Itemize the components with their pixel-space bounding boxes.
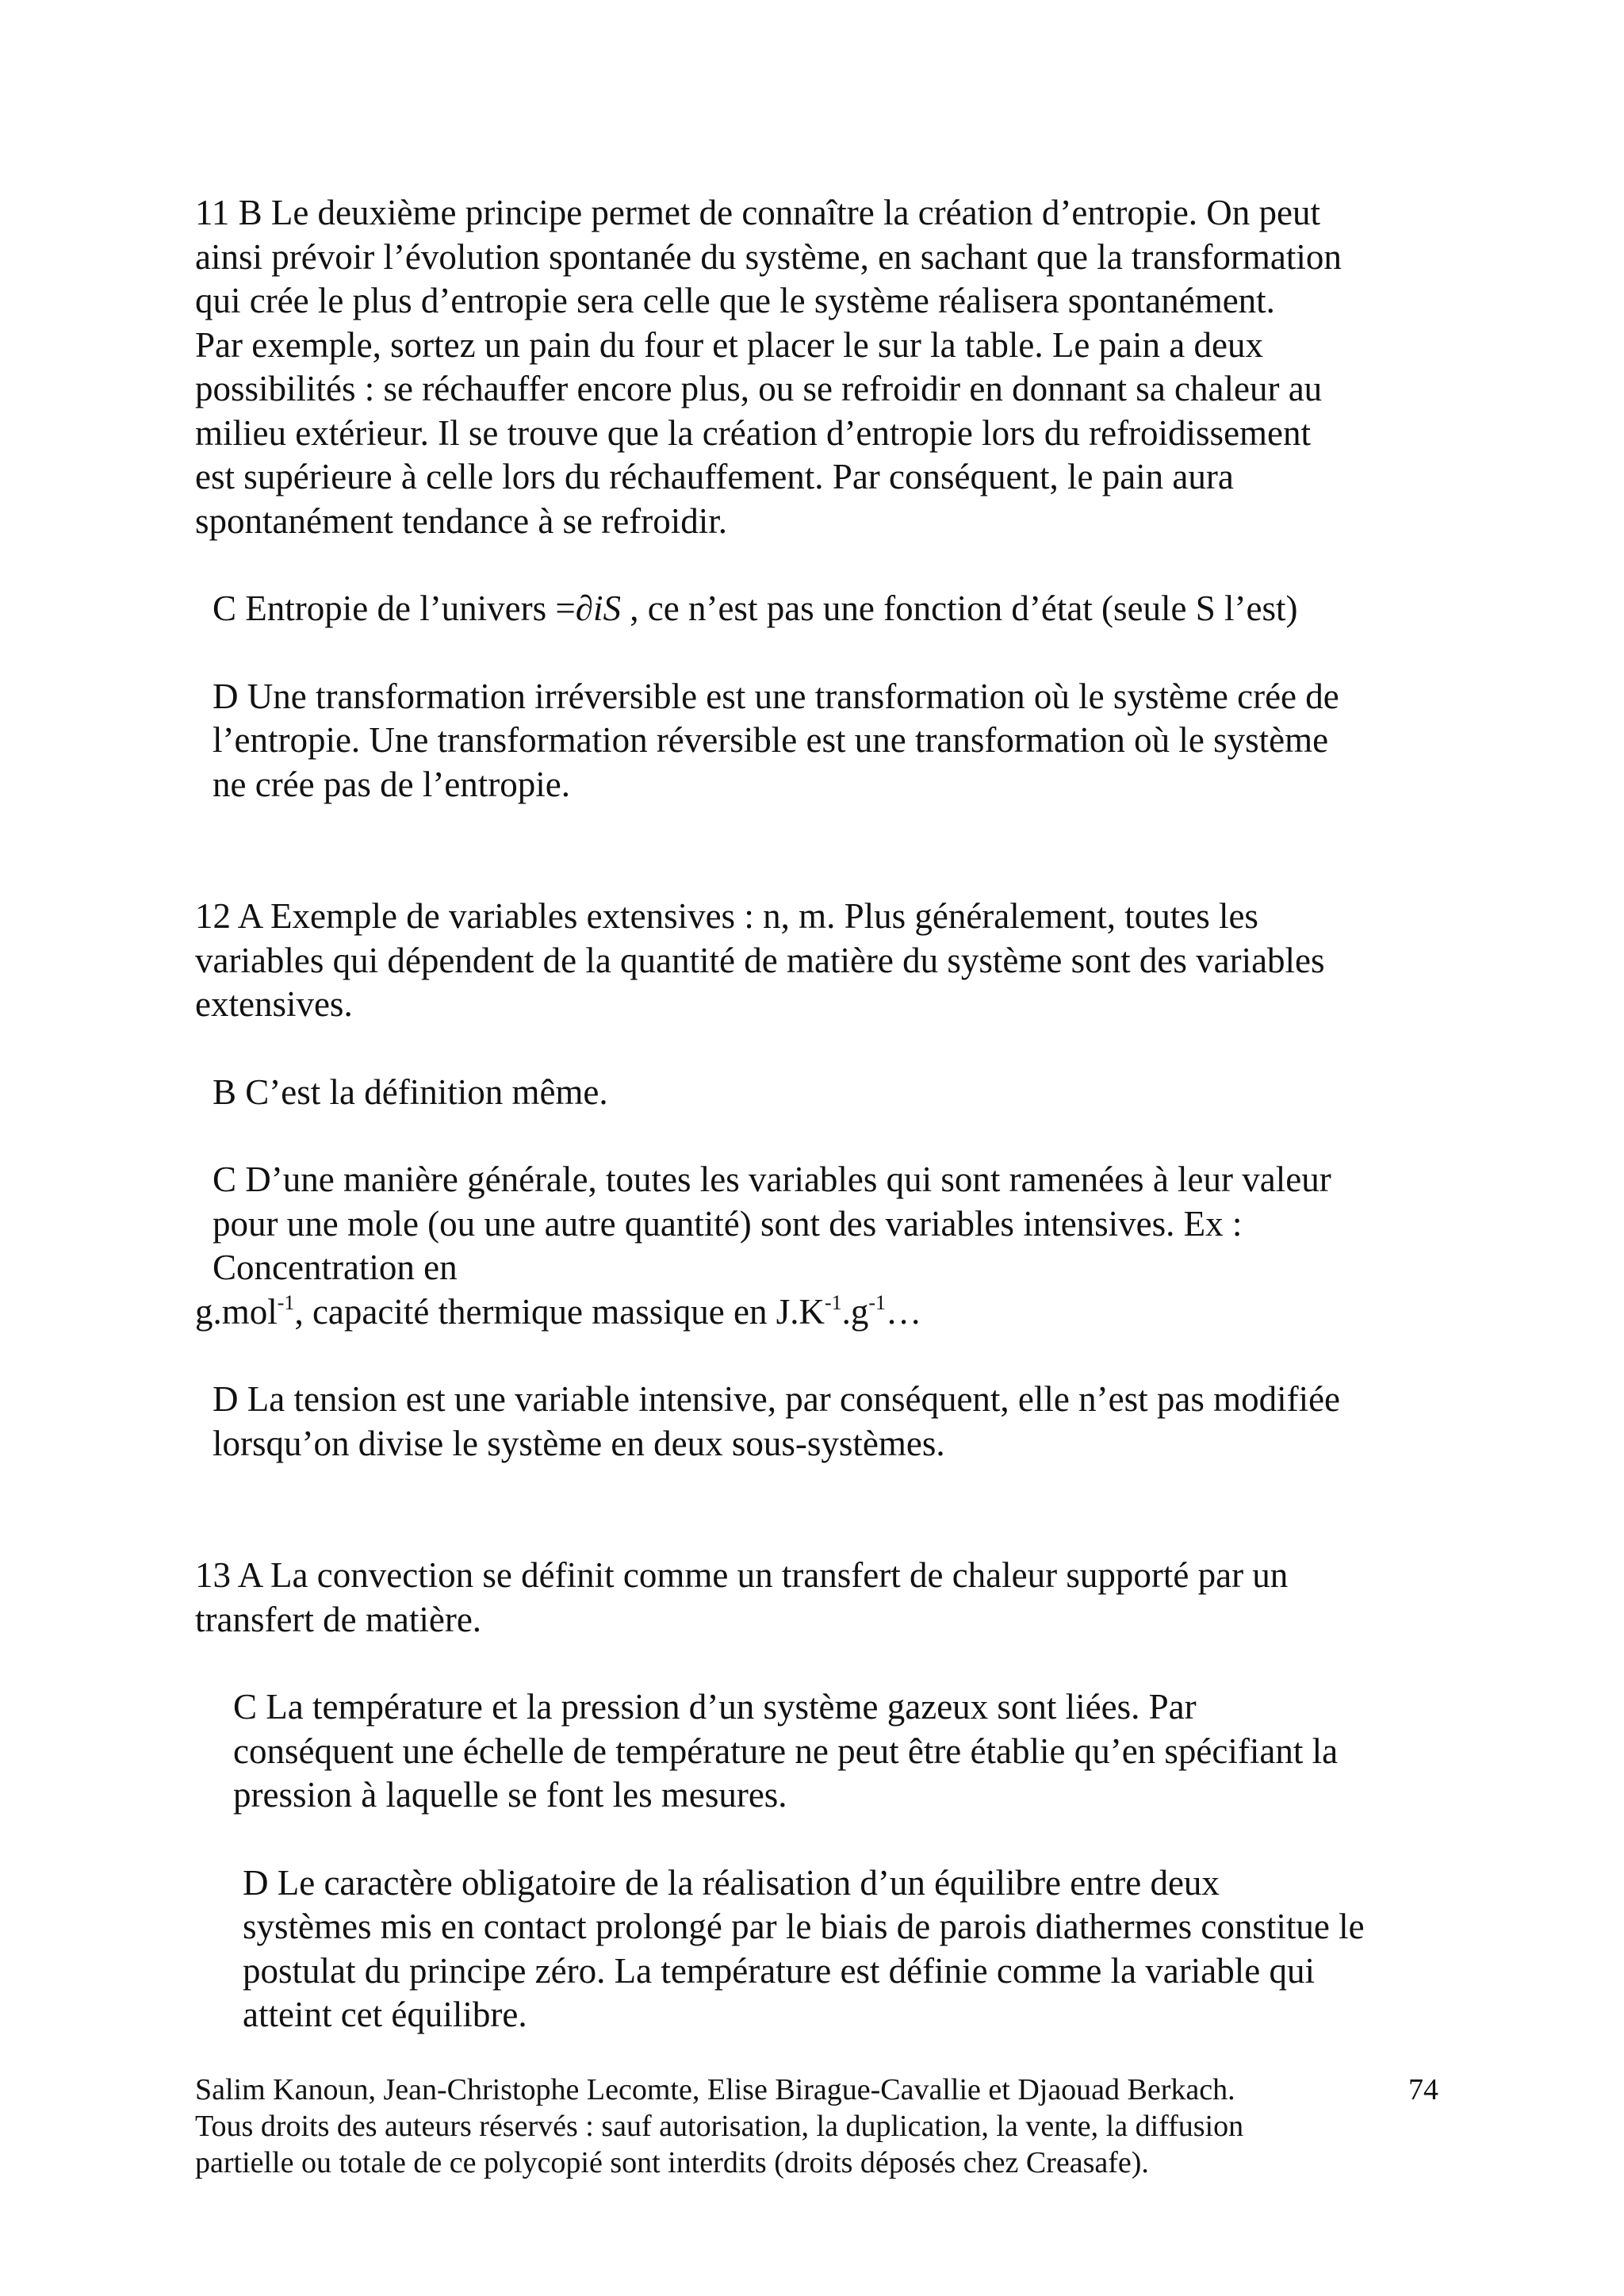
answer-11-c bbox=[195, 587, 1464, 631]
answer-12-a: 12 A Exemple de variables extensives : n, m. Plus généralement, toutes les variables qui dépendent de la quantité de matière du système sont des variables extensives. bbox=[195, 896, 1325, 1024]
page-number: 74 bbox=[1408, 2073, 1438, 2106]
unit-text: , capacité thermique massique en J.K bbox=[294, 1291, 825, 1332]
entropy-formula: ∂iS bbox=[575, 588, 622, 628]
answer-11-d: D Une transformation irréversible est une transformation où le système crée de l’entropie. Une transformation réversible est une transformation où le système ne crée pas de l’entropie. bbox=[213, 676, 1339, 804]
unit-exponent: -1 bbox=[277, 1290, 295, 1314]
answer-12-c-units bbox=[195, 1290, 1464, 1335]
answer-11-c-text: C Entropie de l’univers = bbox=[213, 588, 576, 628]
answer-11-b: 11 B Le deuxième principe permet de connaître la création d’entropie. On peut ainsi prévoir l’évolution spontanée du système, en sachant que la transformation qui crée le plus d’entropie sera celle que le système réalisera spontanément. Par exemple, sortez un pain du four et placer le sur la table. Le pain a deux possibilités : se réchauffer encore plus, ou se refroidir en donnant sa chaleur au milieu extérieur. Il se trouve que la création d’entropie lors du refroidissement est supérieure à celle lors du réchauffement. Par conséquent, le pain aura spontanément tendance à se refroidir. bbox=[195, 193, 1342, 541]
answer-13-d: D Le caractère obligatoire de la réalisation d’un équilibre entre deux systèmes mis en contact prolongé par le biais de parois diathermes constitue le postulat du principe zéro. La température est définie comme la variable qui atteint cet équilibre. bbox=[243, 1862, 1365, 2034]
unit-exponent: -1 bbox=[868, 1290, 887, 1314]
answer-13-a: 13 A La convection se définit comme un transfert de chaleur supporté par un transfert de matière. bbox=[195, 1555, 1289, 1639]
page-footer bbox=[195, 2072, 1448, 2181]
answer-12-b: B C’est la définition même. bbox=[213, 1071, 608, 1112]
unit-text: g.mol bbox=[195, 1291, 278, 1332]
unit-text: .g bbox=[841, 1291, 869, 1332]
answer-13-c: C La température et la pression d’un système gazeux sont liées. Par conséquent une échelle de température ne peut être établie qu’en spécifiant la pression à laquelle se font les mesures. bbox=[233, 1687, 1339, 1815]
unit-exponent: -1 bbox=[824, 1290, 842, 1314]
unit-text: … bbox=[886, 1291, 922, 1332]
footer-rights-line-2: partielle ou totale de ce polycopié sont interdits (droits déposés chez Creasafe). bbox=[195, 2146, 1149, 2179]
body-text bbox=[195, 191, 1464, 2037]
footer-authors: Salim Kanoun, Jean-Christophe Lecomte, Elise Birague-Cavallie et Djaouad Berkach. bbox=[195, 2073, 1235, 2106]
footer-rights-line-1: Tous droits des auteurs réservés : sauf autorisation, la duplication, la vente, la diffusion bbox=[195, 2110, 1244, 2143]
answer-12-d: D La tension est une variable intensive, par conséquent, elle n’est pas modifiée lorsqu’on divise le système en deux sous-systèmes. bbox=[213, 1379, 1341, 1463]
answer-12-c: C D’une manière générale, toutes les variables qui sont ramenées à leur valeur pour une mole (ou une autre quantité) sont des variables intensives. Ex : Concentration en bbox=[213, 1159, 1331, 1287]
answer-11-c-text-after: , ce n’est pas une fonction d’état (seule S l’est) bbox=[621, 588, 1298, 628]
